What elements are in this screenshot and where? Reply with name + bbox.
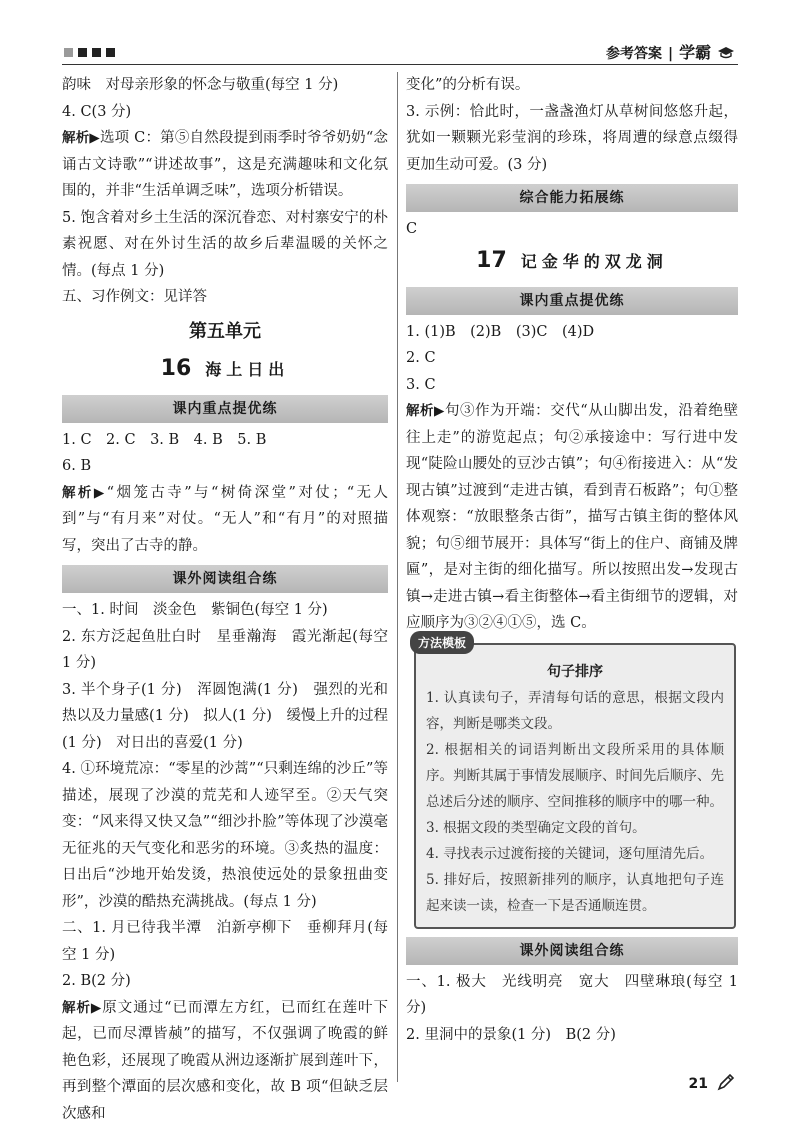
method-step: 4. 寻找表示过渡衔接的关键词，逐句厘清先后。 bbox=[426, 845, 714, 862]
method-step: 2. 根据相关的词语判断出文段所采用的具体顺序。判断其属于事情发展顺序、时间先后顺序、先总述后分述的顺序、空间推移的顺序中的哪一种。 bbox=[426, 741, 724, 810]
lesson-number: 16 bbox=[160, 355, 192, 381]
answer-line: 3. C bbox=[406, 376, 436, 393]
method-step: 3. 根据文段的类型确定文段的首句。 bbox=[426, 819, 646, 836]
header-brand: 学霸 bbox=[679, 43, 712, 62]
answer-line: 6. B bbox=[62, 458, 92, 474]
answer-line: 2. 东方泛起鱼肚白时 星垂瀚海 霞光渐起(每空 1 分) bbox=[62, 628, 388, 671]
method-title: 句子排序 bbox=[547, 663, 603, 680]
answer-line: 韵味 对母亲形象的怀念与敬重(每空 1 分) bbox=[62, 77, 339, 93]
method-step: 5. 排好后，按照新排列的顺序，认真地把句子连起来读一读，检查一下是否通顺连贯。 bbox=[426, 871, 724, 914]
answer-line: 4. ①环境荒凉：“零星的沙蒿”“只剩连绵的沙丘”等描述，展现了沙漠的荒芜和人迹罕至。②天气突变：“风来得又快又急”“细沙扑脸”等体现了沙漠毫无征兆的天气变化和恶劣的环境。③炙热的温度：日出后“沙地开始发烫，热浪使远处的景象扭曲变形”，沙漠的酷热充满挑战。(每点 1 分) bbox=[62, 761, 388, 910]
explanation-text: 选项 C：第⑤自然段提到雨季时爷爷奶奶“念诵古文诗歌”“讲述故事”，这是充满趣味和文化氛围的，并非“生活单调乏味”，选项分析错误。 bbox=[62, 130, 388, 199]
column-divider bbox=[397, 72, 398, 1082]
explanation bbox=[406, 398, 738, 637]
answer-line: 变化”的分析有误。 bbox=[406, 77, 530, 93]
header-rule bbox=[62, 64, 738, 65]
answer-line: 3. 示例：恰此时，一盏盏渔灯从草树间悠悠升起，犹如一颗颗光彩莹润的珍珠，将周遭的绿意点缀得更加生动可爱。(3 分) bbox=[406, 103, 738, 173]
pencil-icon bbox=[716, 1072, 736, 1092]
page-header bbox=[0, 0, 800, 72]
answer-line: 五、习作例文：见详答 bbox=[62, 289, 207, 305]
explanation bbox=[62, 125, 388, 205]
answer-line: 5. 饱含着对乡土生活的深沉眷恋、对村寨安宁的朴素祝愿、对在外讨生活的故乡后辈温暖的关怀之情。(每点 1 分) bbox=[62, 209, 388, 279]
explanation-label: 解析▶ bbox=[62, 130, 100, 146]
answer-line: 2. C bbox=[406, 350, 436, 366]
answer-line: 1. (1)B (2)B (3)C (4)D bbox=[406, 323, 595, 340]
explanation bbox=[62, 480, 388, 560]
explanation-text: “烟笼古寺”与“树倚深堂”对仗；“无人到”与“有月来”对仗。“无人”和“有月”的对照描写，突出了古寺的静。 bbox=[62, 484, 388, 554]
left-column bbox=[62, 72, 388, 1127]
lesson-name: 记金华的双龙洞 bbox=[520, 251, 668, 271]
section-band: 课外阅读组合练 bbox=[406, 937, 738, 965]
header-title-group: 参考答案 | 学霸 bbox=[606, 40, 734, 63]
method-tag: 方法模板 bbox=[410, 631, 474, 654]
lesson-number: 17 bbox=[476, 247, 507, 273]
page-number: 21 bbox=[688, 1076, 708, 1092]
explanation-text: 句③作为开端：交代“从山脚出发，沿着绝壁往上走”的游览起点；句②承接途中：写行进中发现“陡险山腰处的豆沙古镇”；句④衔接进入：从“发现古镇”过渡到“走进古镇，看到青石板路”；句①整体观察：“放眼整条古街”，描写古镇主街的整体风貌；句⑤细节展开：具体写“街上的住户、商铺及牌匾”，是对主街的细化描写。所以按照出发→发现古镇→走进古镇→看主街整体→看主街细节的逻辑，对应顺序为③②④①⑤，选 C。 bbox=[406, 403, 738, 631]
header-decoration bbox=[64, 48, 115, 57]
lesson-title bbox=[62, 351, 388, 389]
right-column bbox=[406, 72, 738, 1048]
method-template-box bbox=[414, 635, 736, 929]
method-step: 1. 认真读句子，弄清每句话的意思，根据文段内容，判断是哪类文段。 bbox=[426, 689, 724, 732]
section-band: 综合能力拓展练 bbox=[406, 184, 738, 212]
answer-line: 4. C(3 分) bbox=[62, 103, 132, 120]
explanation-label: 解析▶ bbox=[406, 403, 445, 419]
lesson-name: 海上日出 bbox=[205, 359, 290, 379]
answer-line: 3. 半个身子(1 分) 浑圆饱满(1 分) 强烈的光和热以及力量感(1 分) 拟人(1 分) 缓慢上升的过程(1 分) 对日出的喜爱(1 分) bbox=[62, 681, 388, 751]
answer-line: 2. 里洞中的景象(1 分) B(2 分) bbox=[406, 1026, 616, 1043]
answer-line: C bbox=[406, 221, 418, 237]
graduation-cap-icon bbox=[718, 46, 734, 60]
section-band: 课外阅读组合练 bbox=[62, 565, 388, 593]
answer-line: 二、1. 月已待我半潭 泊新亭柳下 垂柳拜月(每空 1 分) bbox=[62, 920, 388, 963]
explanation-label: 解析▶ bbox=[62, 999, 103, 1016]
explanation-label: 解析▶ bbox=[62, 484, 107, 501]
answer-line: 2. B(2 分) bbox=[62, 973, 131, 989]
answer-line: 一、1. 极大 光线明亮 宽大 四壁琳琅(每空 1 分) bbox=[406, 973, 738, 1016]
section-band: 课内重点提优练 bbox=[406, 287, 738, 315]
answer-line: 一、1. 时间 淡金色 紫铜色(每空 1 分) bbox=[62, 602, 328, 618]
explanation-text: 原文通过“已而潭左方红，已而红在莲叶下起，已而尽潭皆赪”的描写，不仅强调了晚霞的鲜艳色彩，还展现了晚霞从洲边逐渐扩展到莲叶下，再到整个潭面的层次感和变化，故 B 项“但缺乏层次感和 bbox=[62, 999, 388, 1122]
unit-title: 第五单元 bbox=[189, 320, 261, 342]
lesson-title bbox=[406, 243, 738, 281]
explanation bbox=[62, 995, 388, 1128]
header-title: 参考答案 bbox=[605, 46, 662, 62]
section-band: 课内重点提优练 bbox=[62, 395, 388, 423]
answer-line: 1. C 2. C 3. B 4. B 5. B bbox=[62, 431, 267, 448]
